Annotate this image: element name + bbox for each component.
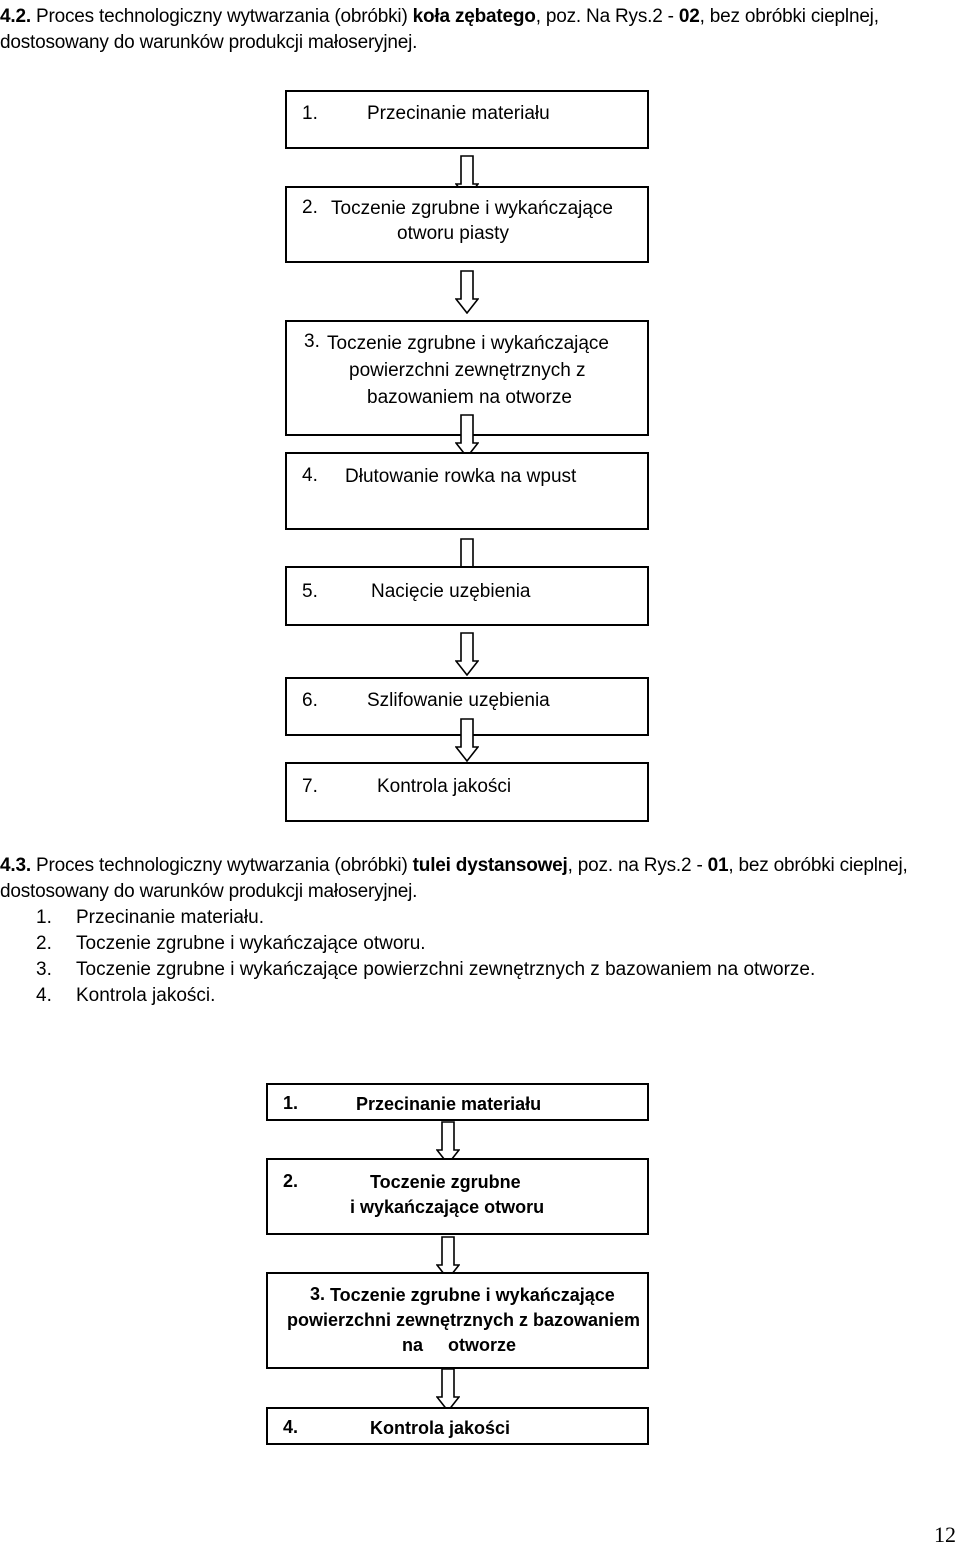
step-label: i wykańczające otworu: [350, 1197, 545, 1217]
list-item-number: 3.: [36, 959, 52, 980]
page-number: 12: [934, 1522, 956, 1547]
heading-text: , poz. na Rys.2 -: [567, 855, 708, 876]
flow-step-4: [285, 452, 649, 530]
down-arrow-icon: [436, 1368, 460, 1412]
down-arrow-icon: [455, 270, 479, 314]
step-number: 4.: [283, 1417, 299, 1437]
step-number: 2.: [302, 197, 318, 218]
heading-line-1: [0, 853, 950, 879]
heading-line-2: dostosowany do warunków produkcji małoseryjnej.: [0, 32, 418, 53]
list-item-text: Toczenie zgrubne i wykańczające otworu.: [76, 933, 426, 954]
list-item-number: 1.: [36, 907, 52, 928]
flow-step-2: [285, 186, 649, 263]
heading-line-2: dostosowany do warunków produkcji małoseryjnej.: [0, 881, 418, 902]
step-number: 5.: [302, 581, 318, 602]
heading-text: , bez obróbki cieplnej,: [699, 6, 879, 27]
step-number: 6.: [302, 690, 318, 711]
step-label: Toczenie zgrubne: [370, 1172, 521, 1192]
heading-bold-part: tulei dystansowej: [412, 855, 568, 876]
step-label: otworu piasty: [397, 223, 509, 244]
step-label: Kontrola jakości: [377, 776, 512, 797]
down-arrow-icon: [455, 632, 479, 676]
section-4-2-heading: [0, 4, 950, 56]
list-item-text: Kontrola jakości.: [76, 985, 216, 1006]
step-label: powierzchni zewnętrznych z bazowaniem: [287, 1310, 641, 1330]
heading-bold-part: 01: [707, 855, 729, 876]
heading-bold-part: 02: [678, 6, 700, 27]
step-label: Toczenie zgrubne i wykańczające: [327, 333, 609, 354]
step-label: Toczenie zgrubne i wykańczające: [331, 198, 613, 219]
list-item-text: Przecinanie materiału.: [76, 907, 264, 928]
step-label: Dłutowanie rowka na wpust: [345, 466, 577, 487]
step-label: Kontrola jakości: [370, 1418, 511, 1438]
step-label: Przecinanie materiału: [367, 103, 550, 124]
heading-bold-part: koła zębatego: [412, 6, 536, 27]
heading-text: Proces technologiczny wytwarzania (obróbki): [36, 855, 413, 876]
step-label: Toczenie zgrubne i wykańczające: [330, 1285, 615, 1305]
step-number: 1.: [302, 103, 318, 124]
heading-text: , poz. Na Rys.2 -: [535, 6, 679, 27]
step-number: 7.: [302, 776, 318, 797]
flow2-step-1: [266, 1083, 649, 1121]
list-item-number: 4.: [36, 985, 52, 1006]
section-number: 4.3.: [0, 855, 31, 876]
section-number: 4.2.: [0, 6, 31, 27]
step-label: Szlifowanie uzębienia: [367, 690, 550, 711]
step-number: 1.: [283, 1093, 299, 1113]
list-item-number: 2.: [36, 933, 52, 954]
step-label: na otworze: [402, 1335, 517, 1355]
heading-line-1: [0, 4, 950, 30]
step-number: 3.: [310, 1284, 326, 1304]
step-number: 3.: [304, 331, 320, 352]
step-label: bazowaniem na otworze: [367, 387, 572, 408]
flow2-step-3: [266, 1272, 649, 1369]
flow-step-7: [285, 762, 649, 822]
step-label: powierzchni zewnętrznych z: [349, 360, 586, 381]
step-number: 2.: [283, 1171, 299, 1191]
flow2-step-2: [266, 1158, 649, 1235]
flow-step-1: [285, 90, 649, 149]
list-item-text: Toczenie zgrubne i wykańczające powierzchni zewnętrznych z bazowaniem na otworze.: [76, 959, 816, 980]
flow2-step-4: [266, 1407, 649, 1445]
step-number: 4.: [302, 465, 318, 486]
down-arrow-icon: [455, 718, 479, 762]
section-4-3-heading: [0, 853, 950, 905]
heading-text: , bez obróbki cieplnej,: [728, 855, 908, 876]
step-label: Nacięcie uzębienia: [371, 581, 531, 602]
step-label: Przecinanie materiału: [356, 1094, 542, 1114]
heading-text: Proces technologiczny wytwarzania (obróbki): [36, 6, 413, 27]
flow-step-5: [285, 566, 649, 626]
